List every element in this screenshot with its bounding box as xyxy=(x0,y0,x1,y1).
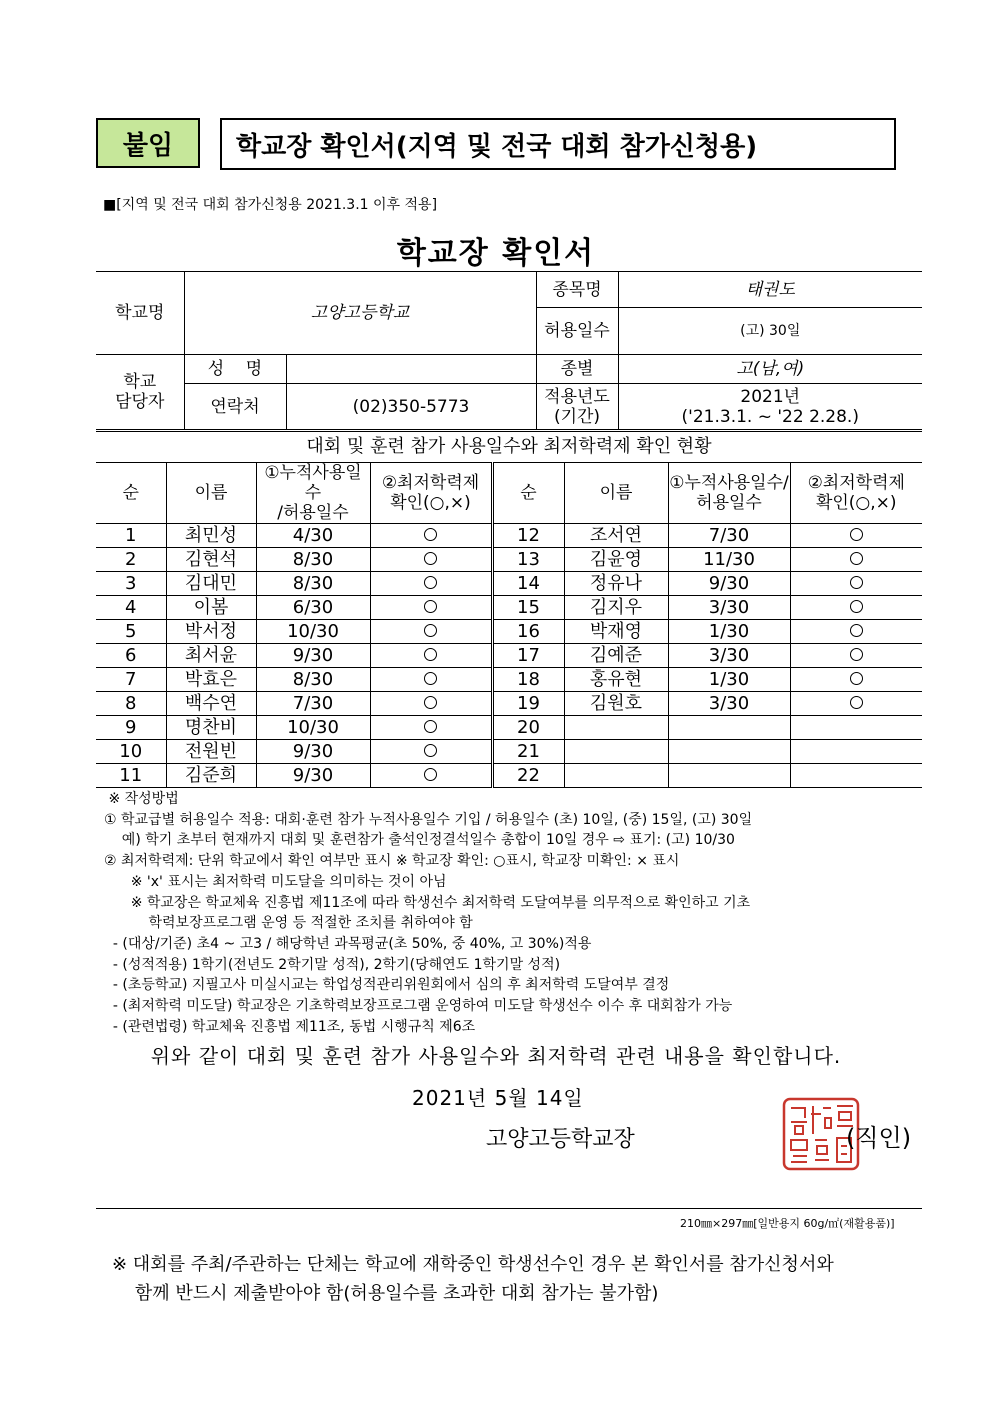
used-days: 11/30 xyxy=(668,548,790,572)
row-number: 13 xyxy=(492,548,564,572)
allowed-value: (고) 30일 xyxy=(618,308,922,355)
used-days: 3/30 xyxy=(668,692,790,716)
used-days: 1/30 xyxy=(668,620,790,644)
used-days: 10/30 xyxy=(256,716,370,740)
used-days xyxy=(668,764,790,788)
check-mark xyxy=(370,548,492,572)
col-name-header: 이름 xyxy=(166,463,256,524)
circle-check-icon xyxy=(424,624,437,637)
used-days: 9/30 xyxy=(256,644,370,668)
circle-check-icon xyxy=(850,576,863,589)
student-name: 조서연 xyxy=(564,524,668,548)
row-number: 9 xyxy=(96,716,166,740)
used-days: 8/30 xyxy=(256,572,370,596)
event-label: 종목명 xyxy=(536,272,618,308)
table-row xyxy=(96,620,922,644)
col-check-header: ②최저학력제 확인(○,×) xyxy=(790,463,922,524)
issue-date: 2021년 5월 14일 xyxy=(412,1086,584,1110)
student-name xyxy=(564,764,668,788)
used-days: 4/30 xyxy=(256,524,370,548)
check-mark xyxy=(370,524,492,548)
note-line: ② 최저학력제: 단위 학교에서 확인 여부만 표시 ※ 학교장 확인: ○표시, 학교장 미확인: × 표시 xyxy=(104,853,680,870)
check-mark xyxy=(790,692,922,716)
student-name: 최민성 xyxy=(166,524,256,548)
used-days: 3/30 xyxy=(668,596,790,620)
student-name: 김지우 xyxy=(564,596,668,620)
event-value: 태권도 xyxy=(618,272,922,308)
student-name: 홍유현 xyxy=(564,668,668,692)
year-value: 2021년 ('21.3.1. ~ '22 2.28.) xyxy=(618,384,922,430)
row-number: 10 xyxy=(96,740,166,764)
note-line: ※ 학교장은 학교체육 진흥법 제11조에 따라 학생선수 최저학력 도달여부를 의무적으로 확인하고 기초 xyxy=(104,894,751,911)
footer-note: ※ 대회를 주최/주관하는 단체는 학교에 재학중인 학생선수인 경우 본 확인서를 참가신청서와 함께 반드시 제출받아야 함(허용일수를 초과한 대회 참가는 불가함) xyxy=(112,1254,834,1304)
check-mark xyxy=(370,620,492,644)
check-mark xyxy=(790,740,922,764)
used-days: 8/30 xyxy=(256,668,370,692)
confirmation-text: 위와 같이 대회 및 훈련 참가 사용일수와 최저학력 관련 내용을 확인합니다. xyxy=(150,1044,842,1068)
paper-spec: 210㎜×297㎜[일반용지 60g/㎡(재활용품)] xyxy=(680,1217,895,1230)
note-line: 예) 학기 초부터 현재까지 대회 및 훈련참가 출석인정결석일수 총합이 10일 경우 ⇨ 표기: (고) 10/30 xyxy=(104,832,735,849)
used-days: 8/30 xyxy=(256,548,370,572)
circle-check-icon xyxy=(850,528,863,541)
seal-label: (직인) xyxy=(846,1124,912,1152)
circle-check-icon xyxy=(850,672,863,685)
used-days: 1/30 xyxy=(668,668,790,692)
circle-check-icon xyxy=(850,696,863,709)
student-name: 박효은 xyxy=(166,668,256,692)
row-number: 11 xyxy=(96,764,166,788)
name-value xyxy=(286,355,536,384)
table-row xyxy=(96,740,922,764)
table-row xyxy=(96,524,922,548)
table-row xyxy=(96,764,922,788)
used-days: 9/30 xyxy=(256,764,370,788)
student-name: 박서정 xyxy=(166,620,256,644)
used-days: 9/30 xyxy=(668,572,790,596)
row-number: 2 xyxy=(96,548,166,572)
used-days: 7/30 xyxy=(256,692,370,716)
check-mark xyxy=(370,596,492,620)
col-days-header: ①누적사용일수 /허용일수 xyxy=(256,463,370,524)
row-number: 16 xyxy=(492,620,564,644)
school-label: 학교명 xyxy=(96,272,184,355)
used-days: 10/30 xyxy=(256,620,370,644)
check-mark xyxy=(370,692,492,716)
col-no-header: 순 xyxy=(96,463,166,524)
roster-caption: 대회 및 훈련 참가 사용일수와 최저학력제 확인 현황 xyxy=(96,432,922,463)
circle-check-icon xyxy=(850,648,863,661)
student-name: 김대민 xyxy=(166,572,256,596)
check-mark xyxy=(370,764,492,788)
student-name: 김윤영 xyxy=(564,548,668,572)
circle-check-icon xyxy=(850,600,863,613)
row-number: 22 xyxy=(492,764,564,788)
row-number: 4 xyxy=(96,596,166,620)
check-mark xyxy=(790,548,922,572)
attachment-badge: 붙임 xyxy=(96,118,200,168)
circle-check-icon xyxy=(850,624,863,637)
note-line: ※ 작성방법 xyxy=(104,791,179,807)
circle-check-icon xyxy=(424,672,437,685)
document-title: 학교장 확인서 xyxy=(396,236,596,271)
row-number: 18 xyxy=(492,668,564,692)
note-line: - (관련법령) 학교체육 진흥법 제11조, 동법 시행규칙 제6조 xyxy=(104,1018,476,1035)
student-name: 최서윤 xyxy=(166,644,256,668)
contact-value: (02)350-5773 xyxy=(286,384,536,430)
year-label: 적용년도 (기간) xyxy=(536,384,618,430)
row-number: 19 xyxy=(492,692,564,716)
table-row xyxy=(96,668,922,692)
check-mark xyxy=(790,764,922,788)
row-number: 5 xyxy=(96,620,166,644)
student-name: 백수연 xyxy=(166,692,256,716)
staff-label: 학교 담당자 xyxy=(96,355,184,430)
roster-table xyxy=(96,431,922,788)
col-name-header: 이름 xyxy=(564,463,668,524)
check-mark xyxy=(790,596,922,620)
check-mark xyxy=(370,740,492,764)
row-number: 8 xyxy=(96,692,166,716)
school-value: 고양고등학교 xyxy=(184,272,536,355)
circle-check-icon xyxy=(424,600,437,613)
used-days: 6/30 xyxy=(256,596,370,620)
student-name: 이봄 xyxy=(166,596,256,620)
student-name: 전원빈 xyxy=(166,740,256,764)
check-mark xyxy=(370,716,492,740)
table-row xyxy=(96,596,922,620)
row-number: 21 xyxy=(492,740,564,764)
student-name xyxy=(564,740,668,764)
used-days xyxy=(668,740,790,764)
row-number: 15 xyxy=(492,596,564,620)
student-name: 김준희 xyxy=(166,764,256,788)
apply-note: ■[지역 및 전국 대회 참가신청용 2021.3.1 이후 적용] xyxy=(103,197,438,213)
col-days-header: ①누적사용일수/ 허용일수 xyxy=(668,463,790,524)
circle-check-icon xyxy=(424,720,437,733)
used-days: 3/30 xyxy=(668,644,790,668)
circle-check-icon xyxy=(424,528,437,541)
check-mark xyxy=(370,668,492,692)
student-name: 김원호 xyxy=(564,692,668,716)
table-row xyxy=(96,644,922,668)
note-line: ① 학교급별 허용일수 적용: 대회·훈련 참가 누적사용일수 기입 / 허용일수 (초) 10일, (중) 15일, (고) 30일 xyxy=(104,811,753,828)
row-number: 20 xyxy=(492,716,564,740)
row-number: 14 xyxy=(492,572,564,596)
circle-check-icon xyxy=(424,744,437,757)
student-name: 김현석 xyxy=(166,548,256,572)
check-mark xyxy=(790,524,922,548)
used-days: 7/30 xyxy=(668,524,790,548)
check-mark xyxy=(370,572,492,596)
row-number: 17 xyxy=(492,644,564,668)
used-days: 9/30 xyxy=(256,740,370,764)
note-line: - (대상/기준) 초4 ~ 고3 / 해당학년 과목평균(초 50%, 중 40%, 고 30%)적용 xyxy=(104,935,592,952)
note-line: - (최저학력 미도달) 학교장은 기초학력보장프로그램 운영하여 미도달 학생선수 이수 후 대회참가 가능 xyxy=(104,998,733,1015)
circle-check-icon xyxy=(424,768,437,781)
circle-check-icon xyxy=(424,696,437,709)
table-row xyxy=(96,572,922,596)
circle-check-icon xyxy=(424,648,437,661)
row-number: 12 xyxy=(492,524,564,548)
table-row xyxy=(96,548,922,572)
writing-guide xyxy=(104,789,924,1037)
note-line: 학력보장프로그램 운영 등 적절한 조치를 취하여야 함 xyxy=(104,915,473,932)
check-mark xyxy=(790,572,922,596)
student-name xyxy=(564,716,668,740)
row-number: 1 xyxy=(96,524,166,548)
type-label: 종별 xyxy=(536,355,618,384)
col-check-header: ②최저학력제 확인(○,×) xyxy=(370,463,492,524)
circle-check-icon xyxy=(424,552,437,565)
table-row xyxy=(96,692,922,716)
divider xyxy=(96,1208,922,1209)
check-mark xyxy=(370,644,492,668)
used-days xyxy=(668,716,790,740)
header-title: 학교장 확인서(지역 및 전국 대회 참가신청용) xyxy=(220,118,896,170)
type-value: 고(남,여) xyxy=(618,355,922,384)
student-name: 정유나 xyxy=(564,572,668,596)
table-row xyxy=(96,716,922,740)
note-line: ※ 'x' 표시는 최저학력 미도달을 의미하는 것이 아님 xyxy=(104,873,447,890)
student-name: 명찬비 xyxy=(166,716,256,740)
col-no-header: 순 xyxy=(492,463,564,524)
circle-check-icon xyxy=(424,576,437,589)
row-number: 7 xyxy=(96,668,166,692)
circle-check-icon xyxy=(850,552,863,565)
check-mark xyxy=(790,620,922,644)
note-line: - (초등학교) 지필고사 미실시교는 학업성적관리위원회에서 심의 후 최저학력 도달여부 결정 xyxy=(104,977,670,994)
info-table xyxy=(96,271,922,430)
student-name: 김예준 xyxy=(564,644,668,668)
note-line: - (성적적용) 1학기(전년도 2학기말 성적), 2학기(당해연도 1학기말 성적) xyxy=(104,956,561,973)
contact-label: 연락처 xyxy=(184,384,286,430)
row-number: 6 xyxy=(96,644,166,668)
check-mark xyxy=(790,668,922,692)
principal-name: 고양고등학교장 xyxy=(486,1127,635,1152)
allowed-label: 허용일수 xyxy=(536,308,618,355)
student-name: 박재영 xyxy=(564,620,668,644)
row-number: 3 xyxy=(96,572,166,596)
check-mark xyxy=(790,716,922,740)
check-mark xyxy=(790,644,922,668)
name-label: 성 명 xyxy=(184,355,286,384)
